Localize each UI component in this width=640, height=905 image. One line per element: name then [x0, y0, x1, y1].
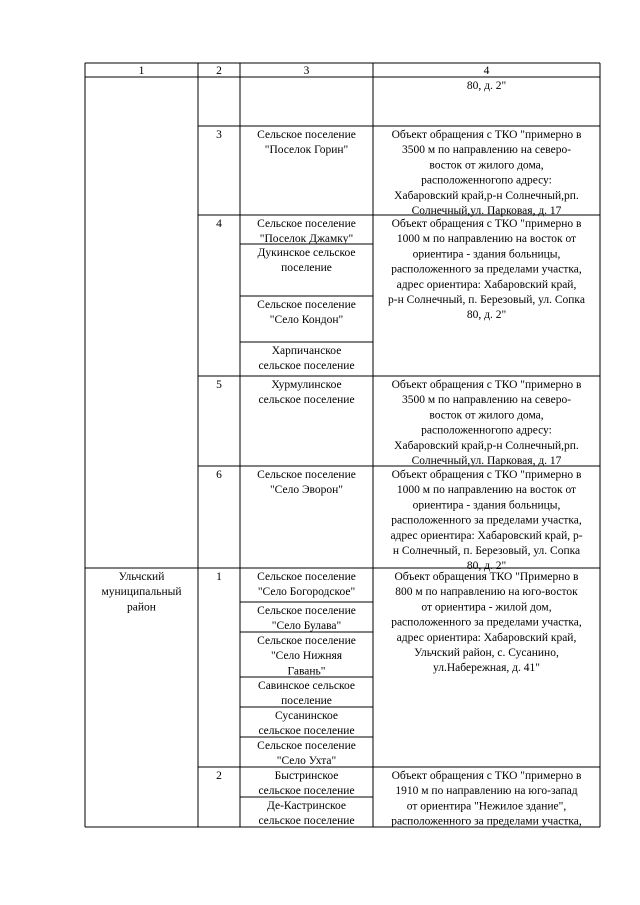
district-name: муниципальный: [101, 586, 182, 599]
settlement-name: поселение: [281, 262, 332, 275]
address-text: расположенного за пределами участка,: [391, 263, 582, 276]
settlement-name: "Село Богородское": [257, 586, 356, 599]
address-text: расположенного за пределами участка,: [391, 815, 582, 828]
settlement-name: Сельское поселение: [257, 218, 356, 230]
settlement-name: Хурмулинское: [271, 379, 342, 391]
address-text: Объект обращения с ТКО "примерно в: [391, 218, 582, 230]
address-text: 80, д. 2": [466, 560, 507, 573]
settlement-name: "Село Ухта": [276, 755, 337, 768]
address-text: ориентира - здания больницы,: [412, 499, 561, 512]
settlement-name: "Село Булава": [271, 620, 342, 633]
address-text: Ульчский район, с. Сусанино,: [414, 647, 559, 659]
address-text: расположенного за пределами участка,: [391, 514, 582, 527]
settlement-name: Гавань": [287, 665, 326, 678]
address-text: адрес ориентира: Хабаровский край,: [396, 631, 577, 644]
row-number: 4: [216, 218, 222, 230]
address-text: расположенногопо адресу:: [421, 424, 552, 437]
settlement-name: "Село Кондон": [269, 314, 344, 327]
column-header: 2: [216, 65, 222, 77]
address-text: Солнечный,ул. Парковая, д. 17: [411, 455, 562, 467]
district-name: Ульчский: [118, 571, 165, 583]
address-text: 80, д. 2": [466, 80, 507, 92]
address-text: адрес ориентира: Хабаровский край, р-: [390, 529, 583, 542]
address-text: Объект обращения с ТКО "примерно в: [391, 129, 582, 141]
settlement-name: Дукинское сельское: [257, 247, 356, 259]
row-number: 6: [216, 469, 222, 481]
column-header: 1: [138, 65, 145, 77]
settlement-name: сельское поселение: [258, 394, 355, 407]
settlement-name: Де-Кастринское: [267, 800, 346, 812]
settlement-name: "Село Нижняя: [270, 650, 343, 663]
address-text: восток от жилого дома,: [429, 159, 544, 172]
address-text: от ориентира "Нежилое здание",: [406, 800, 567, 813]
address-text: 800 м по направлению на юго-восток: [395, 586, 578, 599]
settlement-name: Сельское поселение: [257, 469, 356, 481]
address-text: 1000 м по направлению на восток от: [396, 484, 577, 497]
row-number: 3: [216, 129, 222, 141]
column-header: 3: [303, 65, 310, 77]
settlement-name: Сусанинское: [274, 710, 339, 722]
address-text: 80, д. 2": [466, 309, 507, 322]
address-text: 3500 м по направлению на северо-: [401, 144, 572, 157]
address-text: р-н Солнечный, п. Березовый, ул. Сопка: [388, 294, 585, 306]
settlement-name: "Село Эворон": [269, 484, 344, 497]
address-text: от ориентира - жилой дом,: [421, 601, 552, 614]
settlement-name: "Поселок Джамку": [259, 233, 354, 246]
settlement-name: Быстринское: [274, 770, 339, 782]
settlement-name: сельское поселение: [258, 815, 355, 828]
settlement-name: сельское поселение: [258, 725, 355, 738]
settlement-name: Савинское сельское: [258, 680, 355, 692]
address-text: ориентира - здания больницы,: [412, 248, 561, 261]
address-text: расположенногопо адресу:: [421, 174, 552, 187]
settlement-name: Харпичанское: [271, 345, 342, 357]
settlement-name: поселение: [281, 695, 332, 708]
settlement-name: Сельское поселение: [257, 740, 356, 752]
address-text: Объект обращения с ТКО "примерно в: [391, 770, 582, 782]
row-number: 1: [216, 571, 222, 583]
address-text: адрес ориентира: Хабаровский край,: [396, 278, 577, 291]
column-header: 4: [483, 65, 490, 77]
settlement-name: сельское поселение: [258, 785, 355, 798]
address-text: расположенного за пределами участка,: [391, 616, 582, 629]
settlement-name: Сельское поселение: [257, 605, 356, 617]
address-text: Хабаровский край,р-н Солнечный,рп.: [394, 439, 579, 452]
address-text: 1910 м по направлению на юго-запад: [395, 785, 578, 798]
address-text: Хабаровский край,р-н Солнечный,рп.: [394, 189, 579, 202]
address-text: 1000 м по направлению на восток от: [396, 233, 577, 246]
address-text: Объект обращения ТКО "Примерно в: [394, 571, 579, 583]
address-text: Объект обращения с ТКО "примерно в: [391, 469, 582, 481]
address-text: Солнечный,ул. Парковая, д. 17: [411, 205, 562, 217]
table-text: [101, 65, 584, 828]
row-number: 5: [216, 379, 222, 391]
settlement-name: Сельское поселение: [257, 299, 356, 311]
settlement-name: сельское поселение: [258, 360, 355, 373]
address-text: н Солнечный, п. Березовый, ул. Сопка: [392, 545, 581, 557]
address-text: восток от жилого дома,: [429, 409, 544, 422]
settlement-name: Сельское поселение: [257, 129, 356, 141]
address-text: Объект обращения с ТКО "примерно в: [391, 379, 582, 391]
address-text: 3500 м по направлению на северо-: [401, 394, 572, 407]
address-text: ул.Набережная, д. 41": [433, 662, 540, 675]
district-name: район: [127, 601, 156, 614]
settlement-name: Сельское поселение: [257, 635, 356, 647]
settlement-name: "Поселок Горин": [264, 144, 349, 157]
row-number: 2: [216, 770, 222, 782]
settlement-name: Сельское поселение: [257, 571, 356, 583]
